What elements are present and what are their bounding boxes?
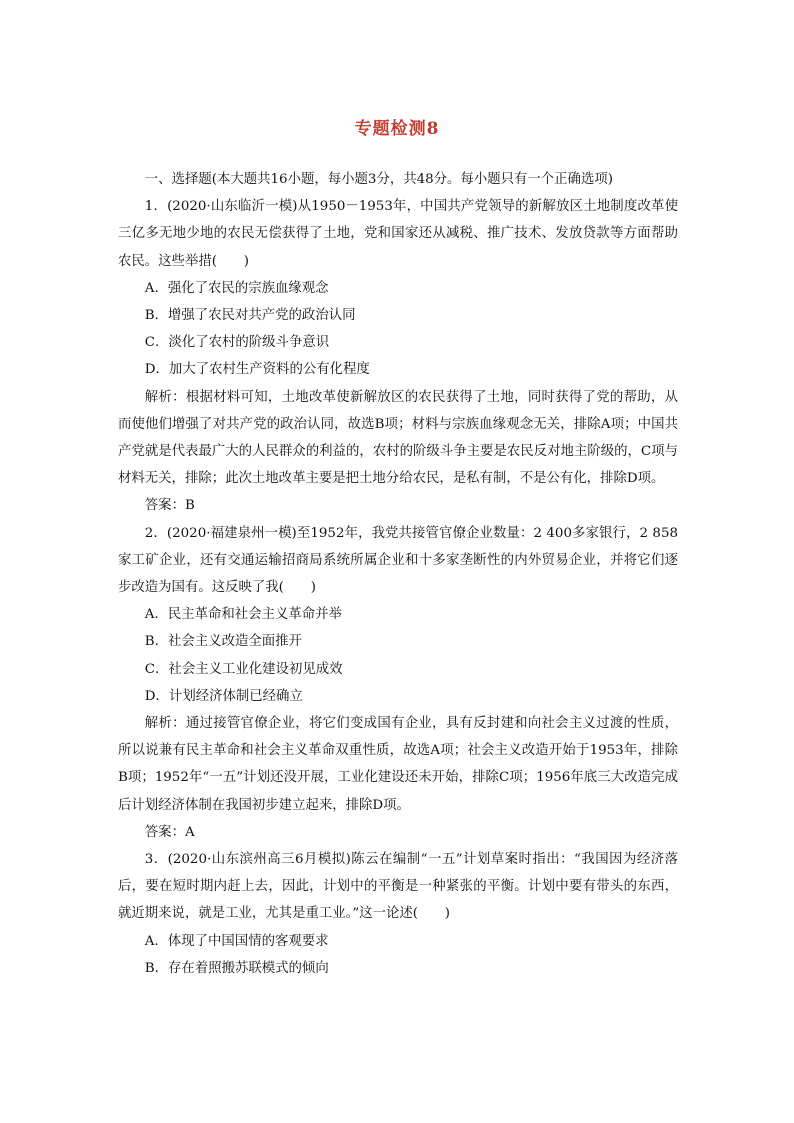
question-2-option-a: A．民主革命和社会主义革命并举: [144, 607, 342, 623]
question-1-option-c: C．淡化了农村的阶级斗争意识: [144, 335, 330, 351]
question-1-answer: 答案：B: [144, 498, 195, 514]
document-body: [118, 166, 678, 982]
question-1-option-a: A．强化了农民的宗族血缘观念: [144, 280, 329, 296]
question-2-option-d: D．计划经济体制已经确立: [144, 688, 303, 704]
question-2-option-b: B．社会主义改造全面推开: [144, 634, 302, 650]
section-header: 一、选择题(本大题共16小题，每小题3分，共48分。每小题只有一个正确选项): [144, 172, 613, 187]
question-1-stem: 1．(2020·山东临沂一模)从1950－1953年，中国共产党领导的新解放区土地制度改革使三亿多无地少地的农民无偿获得了土地，党和国家还从减税、推广技术、发放贷款等方面帮助农民。这些举措( ): [118, 199, 678, 269]
page-title: 专题检测8: [354, 119, 440, 139]
question-2-stem: 2．(2020·福建泉州一模)至1952年，我党共接管官僚企业数量：2 400多家银行，2 858家工矿企业，还有交通运输招商局系统所属企业和十多家垄断性的内外贸易企业，并将它们逐步改造为国有。这反映了我( ): [118, 525, 678, 596]
question-1-analysis: 解析：根据材料可知，土地改革使新解放区的农民获得了土地，同时获得了党的帮助，从而使他们增强了对共产党的政治认同，故选B项；材料与宗族血缘观念无关，排除A项；中国共产党就是代表最广大的人民群众的利益的，农村的阶级斗争主要是农民反对地主阶级的，C项与材料无关，排除；此次土地改革主要是把土地分给农民，是私有制，不是公有化，排除D项。: [118, 389, 678, 487]
question-2-answer: 答案：A: [144, 824, 195, 840]
question-2-option-c: C．社会主义工业化建设初见成效: [144, 661, 343, 677]
question-3-option-b: B．存在着照搬苏联模式的倾向: [144, 960, 329, 976]
question-2-analysis: 解析：通过接管官僚企业，将它们变成国有企业，具有反封建和向社会主义过渡的性质，所以说兼有民主革命和社会主义革命双重性质，故选A项；社会主义改造开始于1953年，排除B项；1952年“一五”计划还没开展，工业化建设还未开始，排除C项；1956年底三大改造完成后计划经济体制在我国初步建立起来，排除D项。: [118, 716, 678, 813]
question-3-option-a: A．体现了中国国情的客观要求: [144, 933, 329, 949]
question-1-option-b: B．增强了农民对共产党的政治认同: [144, 308, 356, 324]
question-3-stem: 3．(2020·山东滨州高三6月模拟)陈云在编制“一五”计划草案时指出：“我国因为经济落后，要在短时期内赶上去，因此，计划中的平衡是一种紧张的平衡。计划中要有带头的东西，就近期来说，就是工业，尤其是重工业。”这一论述( ): [118, 852, 678, 922]
question-1-option-d: D．加大了农村生产资料的公有化程度: [144, 362, 370, 378]
